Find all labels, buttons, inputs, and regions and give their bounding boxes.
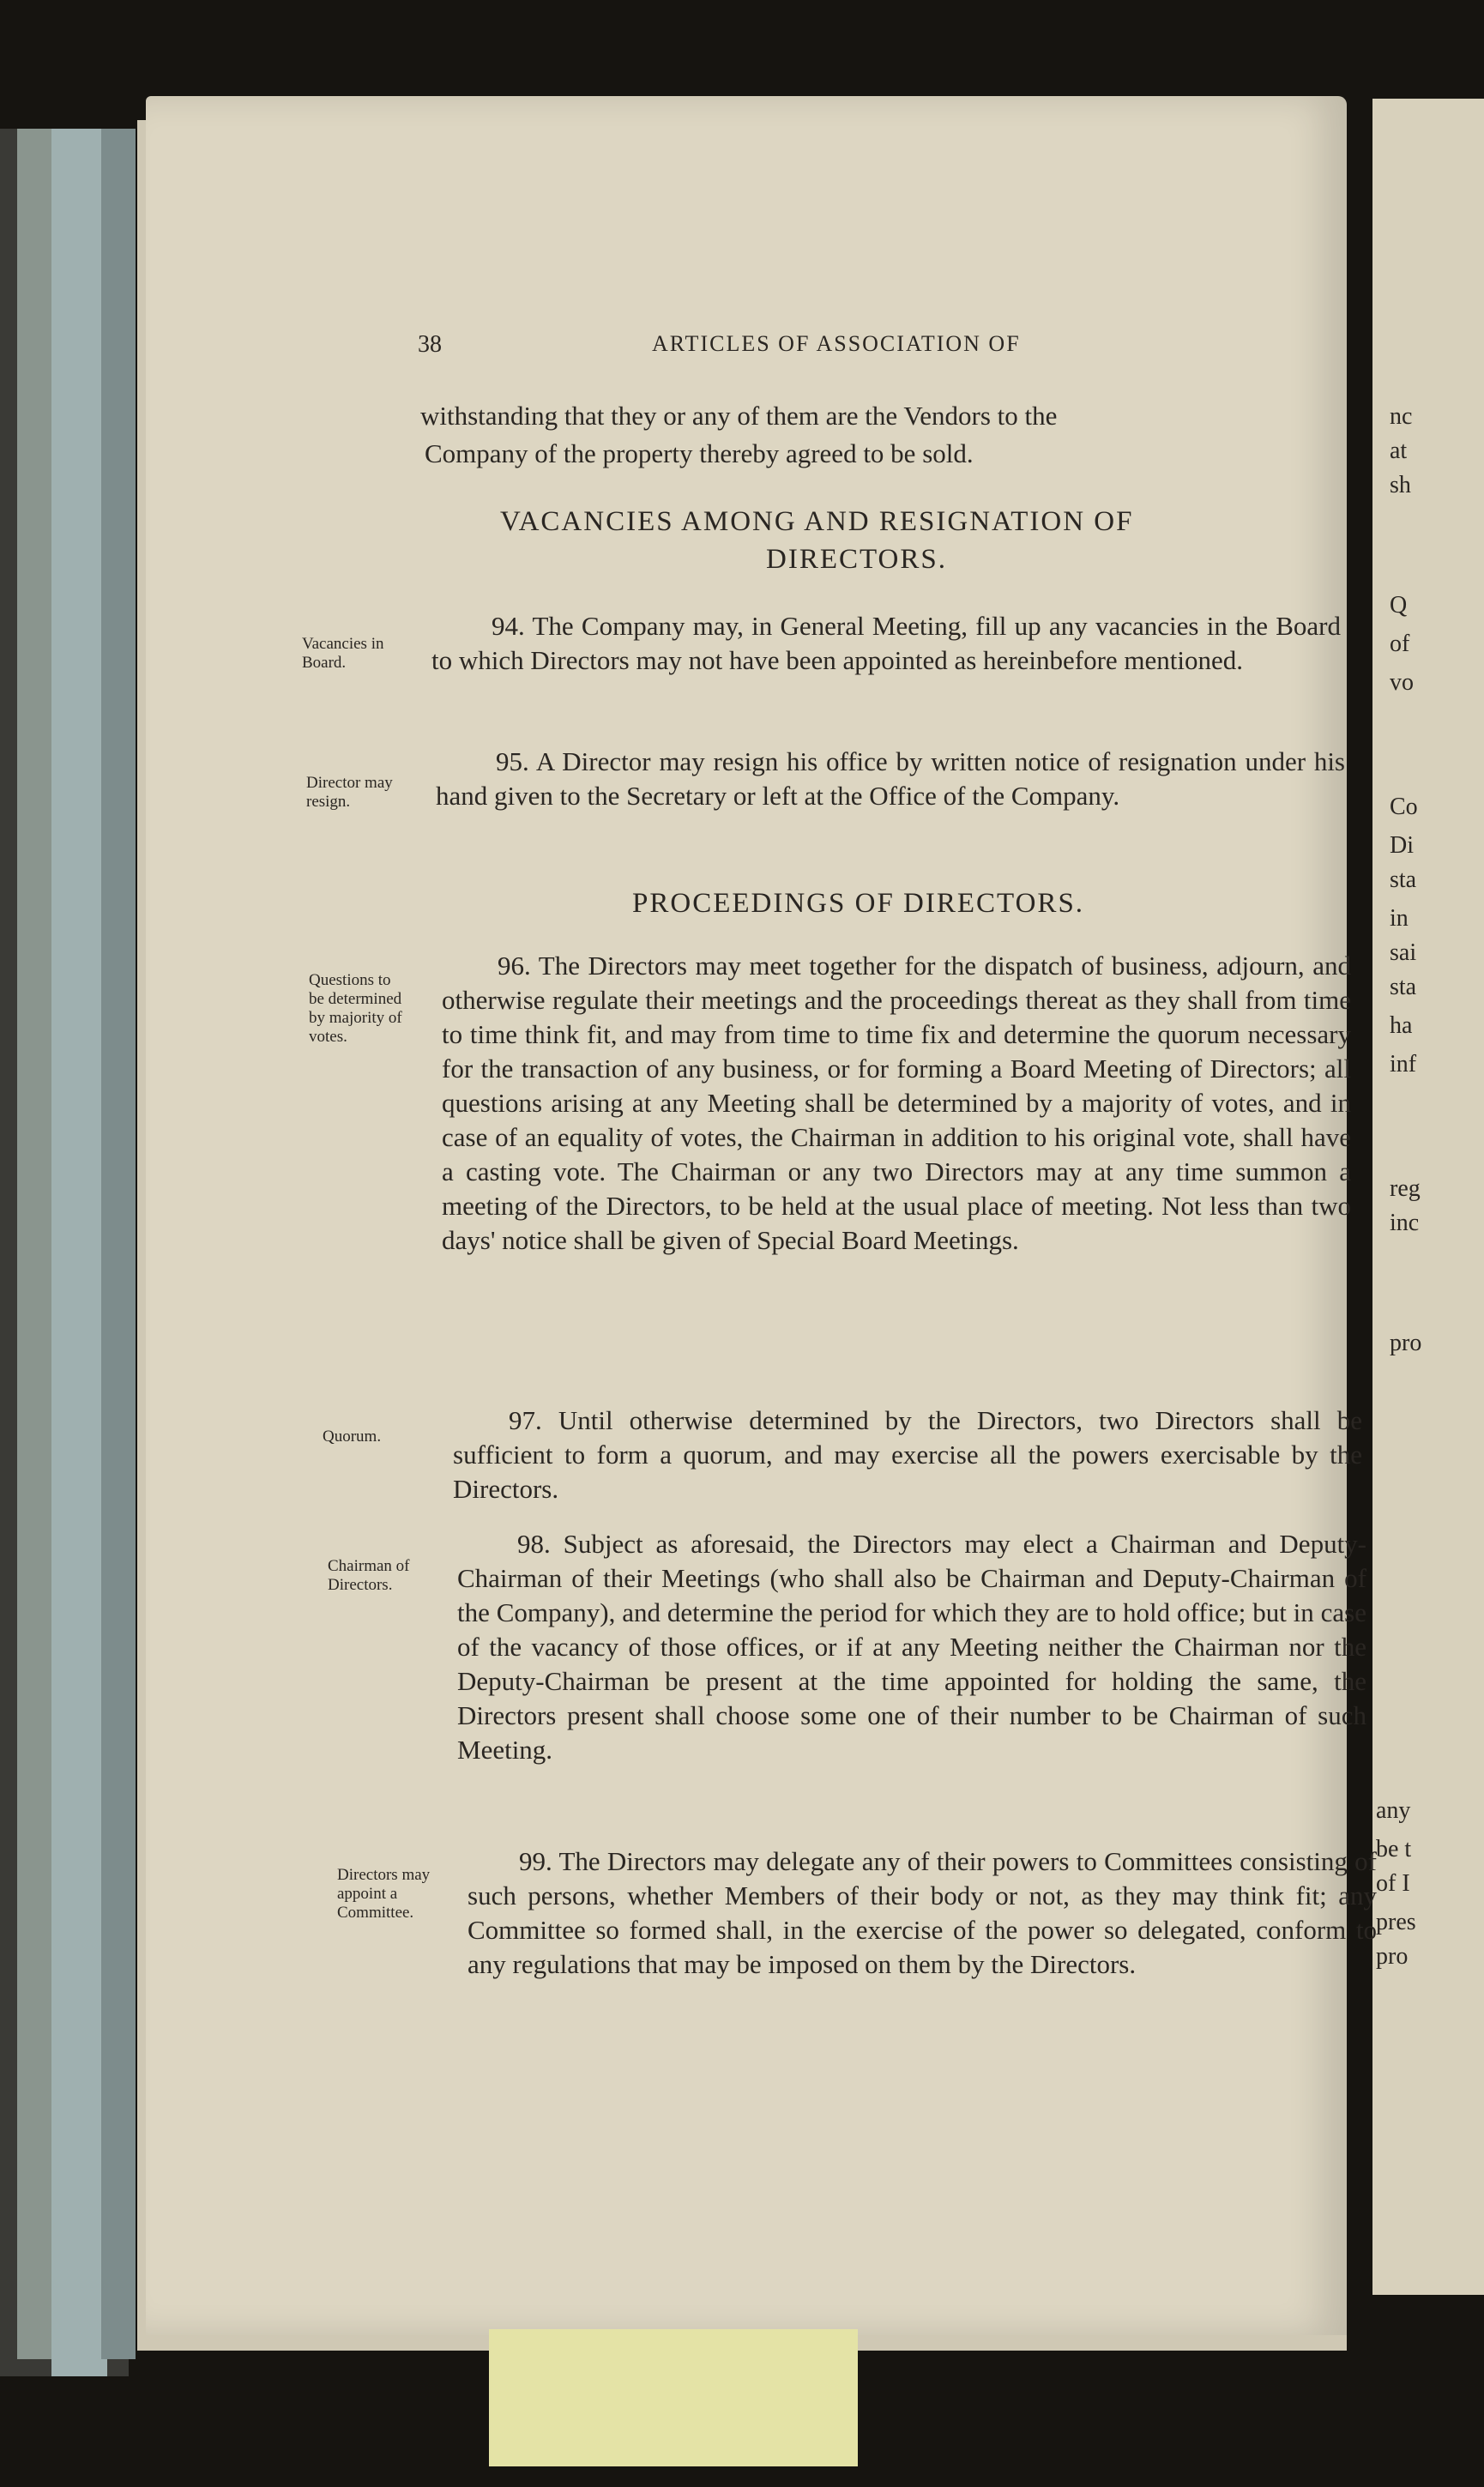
facing-page-fragment: nc: [1390, 403, 1413, 430]
facing-page-fragment: in: [1390, 905, 1409, 932]
facing-page-fragment: Di: [1390, 832, 1414, 859]
article-99: 99. The Directors may delegate any of their powers to Committees consisting of such persons, whether Members of their body or not, as they may think fit; any Committee so formed shall, in the exercise of the power so delegated, conform to any regulations that may be imposed on them by the Directors.: [468, 1846, 1377, 1979]
paper-tab: [489, 2329, 858, 2466]
facing-page-fragment: be t: [1376, 1836, 1412, 1862]
facing-page-fragment: reg: [1390, 1175, 1421, 1202]
margin-note: Director may resign.: [306, 774, 393, 811]
margin-note: Directors may appoint a Committee.: [337, 1866, 431, 1922]
facing-page-fragment: pro: [1390, 1330, 1422, 1356]
article-96: 96. The Directors may meet together for the dispatch of business, adjourn, and otherwise regulate their meetings and the proceedings thereat as they shall from time to time think fit, and may from time to time fix and determine the quorum necessary for the transaction of any business, or for forming a Board Meeting of Directors; all questions arising at any Meeting shall be determined by a majority of votes, and in case of an equality of votes, the Chairman in addition to his original vote, shall have a casting vote. The Chairman or any two Directors may at any time summon a meeting of the Directors, to be held at the usual place of meeting. Not less than two days' notice shall be given of Special Board Meetings.: [442, 951, 1351, 1255]
facing-page-fragment: pres: [1376, 1909, 1416, 1935]
facing-page-fragment: at: [1390, 438, 1408, 464]
facing-page-fragment: any: [1376, 1797, 1411, 1824]
margin-note: Vacancies in Board.: [302, 635, 384, 672]
section-heading: PROCEEDINGS OF DIRECTORS.: [632, 888, 1085, 919]
facing-page-fragment: Co: [1390, 794, 1418, 820]
section-heading: DIRECTORS.: [766, 544, 948, 575]
margin-note: Questions to be determined by majority of votes.: [309, 971, 402, 1046]
facing-page-fragment: sta: [1390, 974, 1417, 1000]
page-number: 38: [418, 331, 442, 358]
facing-page-fragment: inf: [1390, 1051, 1417, 1077]
article-94: 94. The Company may, in General Meeting, fill up any vacancies in the Board to which Directors may not have been appointed as hereinbefore mentioned.: [431, 611, 1341, 675]
facing-page-fragment: pro: [1376, 1943, 1409, 1970]
facing-page-fragment: ha: [1390, 1012, 1413, 1039]
facing-page-fragment: sai: [1390, 939, 1417, 966]
facing-page-fragment: sta: [1390, 866, 1417, 893]
article-98: 98. Subject as aforesaid, the Directors may elect a Chairman and Deputy-Chairman of their Meetings (who shall also be Chairman and Deputy-Chairman of the Company), and determine the period for which they are to hold office; but in case of the vacancy of those offices, or if at any Meeting neither the Chairman nor the Deputy-Chairman be present at the time appointed for holding the same, the Directors present shall choose some one of their number to be Chairman of such Meeting.: [457, 1529, 1366, 1765]
continuation-line: Company of the property thereby agreed to be sold.: [425, 438, 974, 468]
continuation-line: withstanding that they or any of them are the Vendors to the: [420, 401, 1058, 431]
facing-page-fragment: of I: [1376, 1870, 1410, 1897]
facing-page-fragment: vo: [1390, 669, 1414, 696]
facing-page-fragment: sh: [1390, 472, 1411, 498]
margin-note: Quorum.: [323, 1428, 382, 1446]
facing-page-fragment: inc: [1390, 1210, 1420, 1236]
facing-page-fragment: of: [1390, 631, 1410, 657]
binding-cloth: [17, 129, 51, 2359]
margin-note: Chairman of Directors.: [328, 1557, 410, 1594]
article-97: 97. Until otherwise determined by the Directors, two Directors shall be sufficient to form a quorum, and may exercise all the powers exercisable by the Directors.: [453, 1405, 1362, 1504]
binding-edge: [101, 129, 136, 2359]
facing-page-fragment: Q: [1390, 592, 1408, 619]
facing-page-edge: [1372, 99, 1484, 2295]
running-head: ARTICLES OF ASSOCIATION OF: [652, 331, 1021, 356]
article-95: 95. A Director may resign his office by written notice of resignation under his hand given to the Secretary or left at the Office of the Company.: [436, 746, 1345, 811]
binding-cloth-light: [51, 129, 107, 2376]
section-heading: VACANCIES AMONG AND RESIGNATION OF: [500, 506, 1134, 537]
